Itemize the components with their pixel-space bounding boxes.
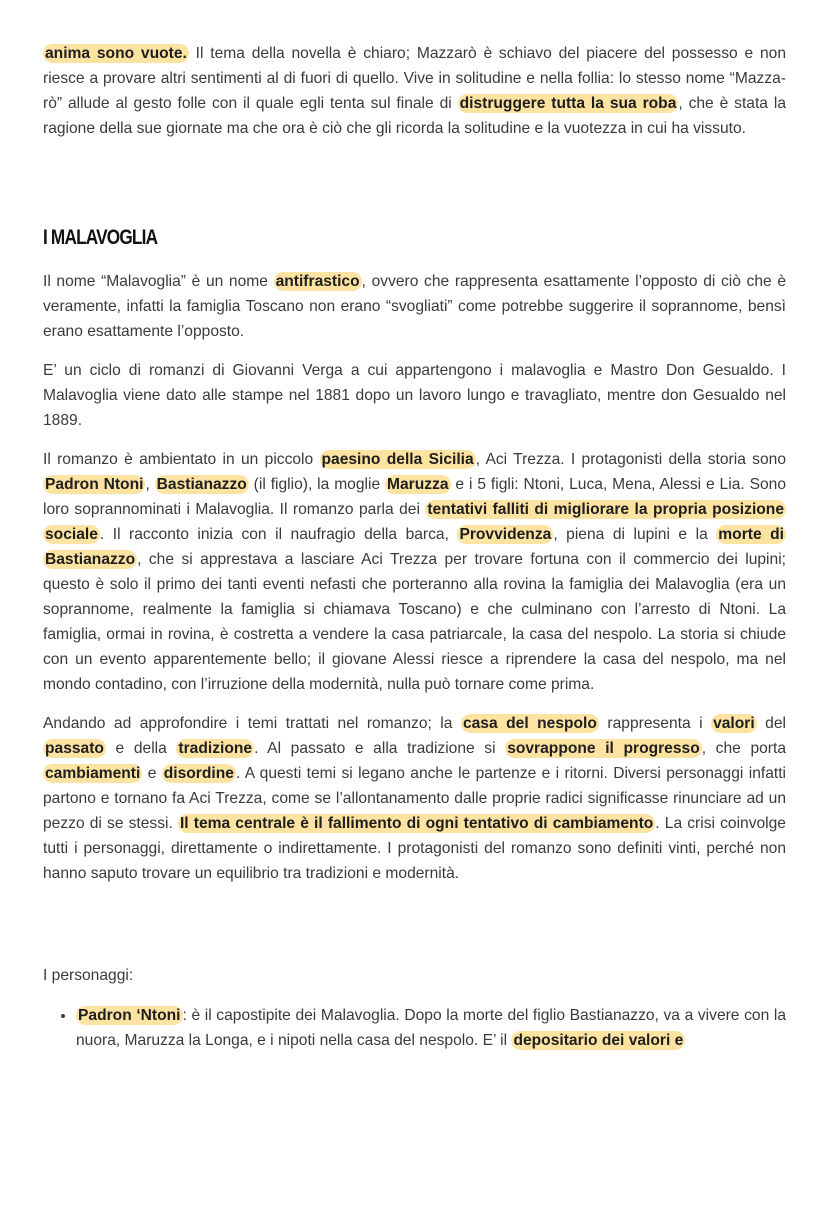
text: : è il capostipite dei Malavoglia. Dopo la morte del figlio Bastianazzo, va a vivere con la nuora, Maruzza la Longa, e i nipoti nella casa del nespolo. E’ il xyxy=(76,1007,786,1049)
highlight: antifrastico xyxy=(275,273,360,290)
text: , che porta xyxy=(701,740,786,757)
paragraph-name-meaning xyxy=(43,269,786,344)
highlight: casa del nespolo xyxy=(462,715,597,732)
text: , xyxy=(145,476,155,493)
characters-label: I personaggi: xyxy=(43,967,134,984)
text: rappresenta i xyxy=(598,715,712,732)
text: , piena di lupini e la xyxy=(553,526,717,543)
text: Andando ad approfondire i temi trattati nel romanzo; la xyxy=(43,715,461,732)
text: , che è stata la ragione della sue giornate ma che ora è ciò che gli ricorda la solitudine e la vuotezza in cui ha vissuto. xyxy=(43,95,787,137)
highlight: Il tema centrale è il fallimento di ogni tentativo di cambiamento xyxy=(179,815,654,832)
document-page xyxy=(43,41,786,1053)
paragraph-themes xyxy=(43,711,786,886)
highlight: tradizione xyxy=(178,740,253,757)
highlight: Provvidenza xyxy=(459,526,552,543)
highlight: anima sono vuote. xyxy=(45,45,187,62)
highlight: sovrappone il progresso xyxy=(507,740,700,757)
highlight: tentativi falliti di migliorare la propria posizione sociale xyxy=(45,501,784,543)
text: (il figlio), la moglie xyxy=(248,476,386,493)
highlight: valori xyxy=(713,715,755,732)
paragraph-cycle: E’ un ciclo di romanzi di Giovanni Verga a cui appartengono i malavoglia e Mastro Don Gesualdo. I Malavoglia viene dato alle stampe nel 1881 dopo un lavoro lungo e travagliato, mentre don Gesualdo nel 1889. xyxy=(43,362,786,429)
text: , Aci Trezza. I protagonisti della storia sono xyxy=(475,451,786,468)
highlight: morte di Bastianazzo xyxy=(45,526,784,568)
highlight: depositario dei valori e xyxy=(513,1032,684,1049)
text: Il romanzo è ambientato in un piccolo xyxy=(43,451,320,468)
paragraph-plot xyxy=(43,447,786,697)
highlight: paesino della Sicilia xyxy=(321,451,474,468)
text: Il nome “Malavoglia” è un nome xyxy=(43,273,274,290)
characters-list xyxy=(43,1003,786,1053)
highlight: passato xyxy=(45,740,104,757)
text: Il tema della novella è chiaro; Mazzarò è schiavo del piacere del possesso e non riesce a provare altri sentimenti al di fuori di quello. Vive in solitudine e nella follia: lo stesso nome “Mazza-rò” allude al gesto folle con il quale egli tenta sul finale di xyxy=(43,45,786,112)
highlight: Bastianazzo xyxy=(156,476,247,493)
text: . A questi temi si legano anche le partenze e i ritorni. Diversi personaggi infatti partono e tornano fa Aci Trezza, come se l’allontanamento dalle proprie radici significasse rinunciare ad un pezzo di se stessi. xyxy=(43,765,786,832)
text: . Il racconto inizia con il naufragio della barca, xyxy=(99,526,458,543)
section-title: I MALAVOGLIA xyxy=(43,226,158,249)
highlight: disordine xyxy=(163,765,234,782)
text: . La crisi coinvolge tutti i personaggi, direttamente o indirettamente. I protagonisti del romanzo sono definiti vinti, perché non hanno saputo trovare un equilibrio tra tradizioni e modernità. xyxy=(43,815,786,882)
paragraph-intro xyxy=(43,41,786,141)
highlight: Maruzza xyxy=(387,476,449,493)
text: , ovvero che rappresenta esattamente l’opposto di ciò che è veramente, infatti la famiglia Toscano non erano “svogliati” come potrebbe suggerire il soprannome, bensì erano esattamente l’opposto. xyxy=(43,273,786,340)
text: , che si apprestava a lasciare Aci Trezza per trovare fortuna con il commercio dei lupini; questo è solo il primo dei tanti eventi nefasti che porteranno alla rovina la famiglia dei Malavoglia (era un soprannome, realmente la famiglia si chiamava Toscano) e che culminano con l’arresto di Ntoni. La famiglia, ormai in rovina, è costretta a vendere la casa patriarcale, la casa del nespolo. La storia si chiude con un evento apparentemente bello; il giovane Alessi riesce a riprendere la casa del nespolo, ma nel mondo contadino, con l’irruzione della modernità, nulla può tornare come prima. xyxy=(43,551,786,693)
text: e della xyxy=(105,740,177,757)
text: . Al passato e alla tradizione si xyxy=(254,740,506,757)
highlight: cambiamenti xyxy=(45,765,141,782)
highlight: distruggere tutta la sua roba xyxy=(459,95,677,112)
highlight: Padron ‘Ntoni xyxy=(78,1007,181,1024)
text: del xyxy=(756,715,786,732)
text: e i 5 figli: Ntoni, Luca, Mena, Alessi e Lia. Sono loro soprannominati i Malavoglia. Il romanzo parla dei xyxy=(43,476,787,518)
highlight: Padron Ntoni xyxy=(45,476,144,493)
list-item xyxy=(76,1003,786,1053)
text: e xyxy=(142,765,162,782)
